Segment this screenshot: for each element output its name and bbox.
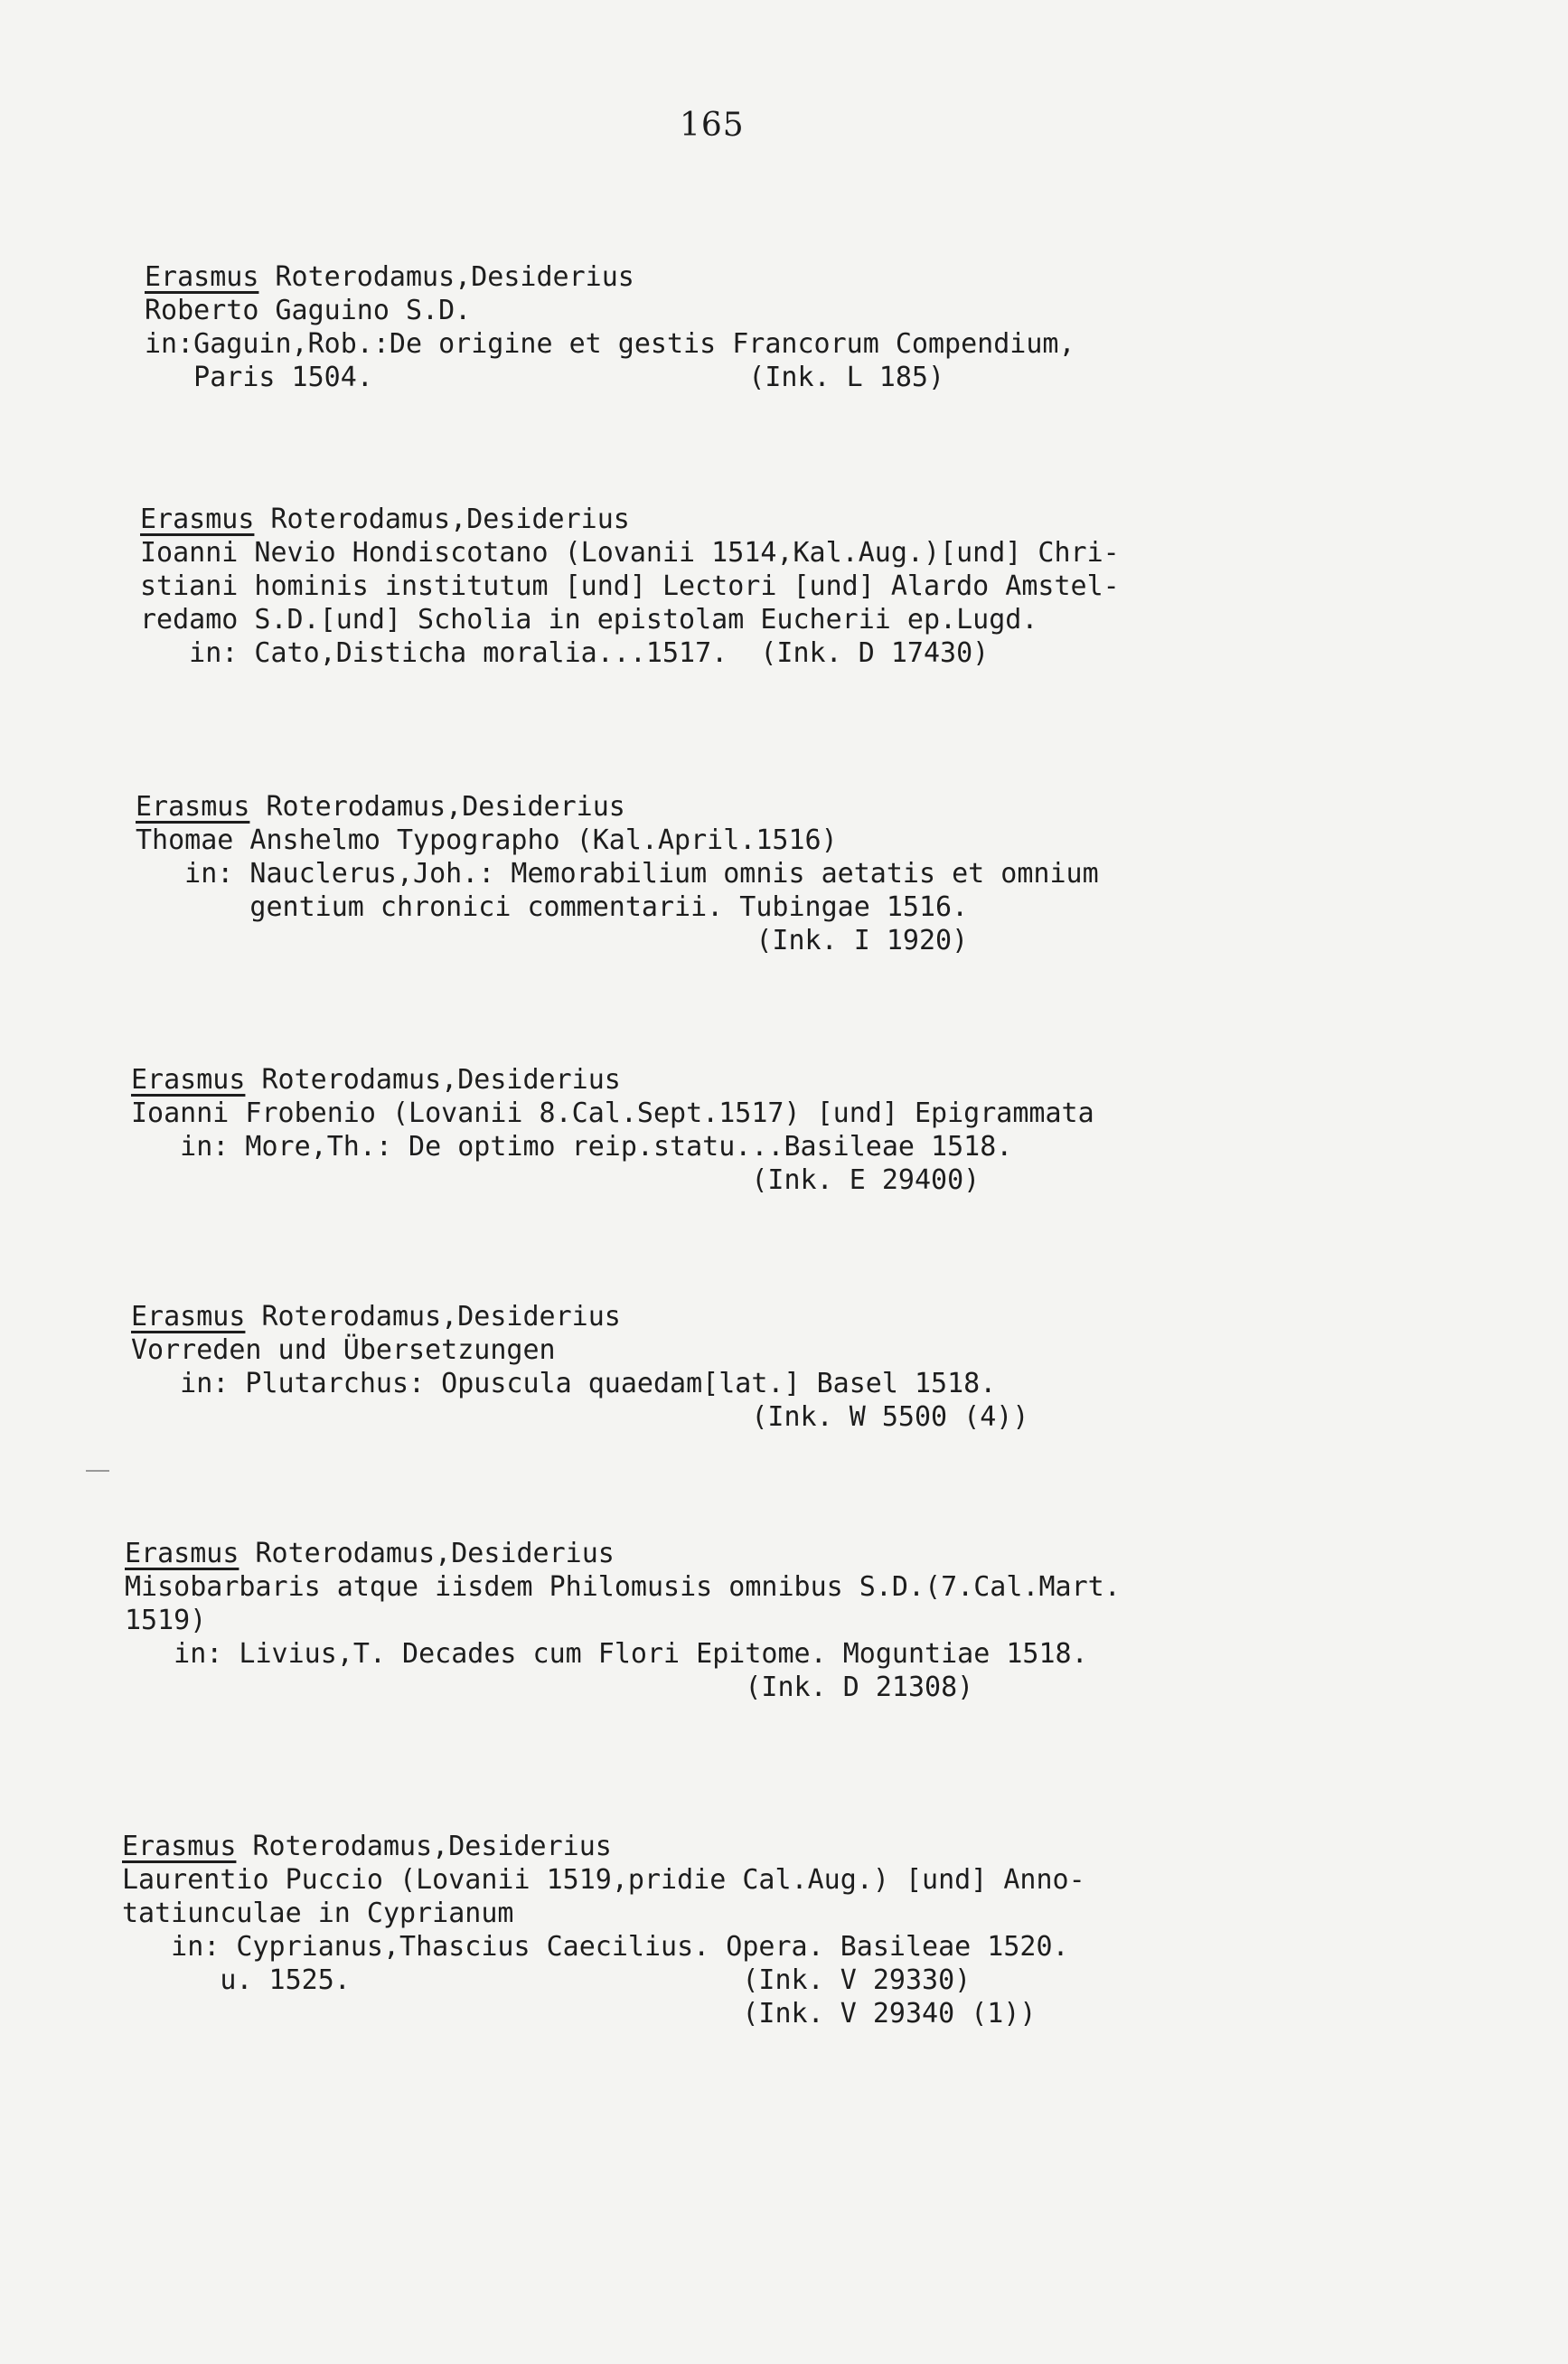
entry-line: Roberto Gaguino S.D.	[145, 295, 472, 326]
entry-line: (Ink. E 29400)	[131, 1164, 981, 1196]
heading-rest: Roterodamus,Desiderius	[245, 1301, 621, 1333]
heading-rest: Roterodamus,Desiderius	[236, 1831, 612, 1862]
heading-rest: Roterodamus,Desiderius	[249, 791, 625, 823]
heading	[136, 790, 1099, 824]
entry-line: stiani hominis institutum [und] Lectori [und] Alardo Amstel-	[140, 570, 1120, 602]
scan-mark	[86, 1470, 109, 1472]
entry-line: Thomae Anshelmo Typographo (Kal.April.1516)	[136, 824, 838, 856]
entry-line: in: More,Th.: De optimo reip.statu...Basileae 1518.	[131, 1131, 1013, 1163]
heading-surname: Erasmus	[145, 261, 259, 293]
entry-line: (Ink. V 29340 (1))	[122, 1998, 1037, 2030]
entry-line: in: Plutarchus: Opuscula quaedam[lat.] Basel 1518.	[131, 1368, 997, 1399]
entry-line: in: Nauclerus,Joh.: Memorabilium omnis aetatis et omnium	[136, 858, 1099, 890]
catalog-entry	[131, 1300, 1028, 1434]
heading-surname: Erasmus	[131, 1064, 246, 1096]
catalog-entry	[145, 260, 1075, 394]
entry-line: (Ink. I 1920)	[136, 925, 969, 956]
page-number: 165	[680, 107, 745, 144]
catalog-entry	[122, 1830, 1085, 2030]
entry-line: in: Cato,Disticha moralia...1517. (Ink. D 17430)	[140, 637, 990, 669]
heading-surname: Erasmus	[122, 1831, 237, 1862]
entry-line: Vorreden und Übersetzungen	[131, 1334, 556, 1366]
heading-rest: Roterodamus,Desiderius	[239, 1538, 615, 1569]
heading	[122, 1830, 1085, 1863]
heading-rest: Roterodamus,Desiderius	[258, 261, 634, 293]
heading-rest: Roterodamus,Desiderius	[254, 504, 630, 535]
heading-surname: Erasmus	[131, 1301, 246, 1333]
catalog-entry	[125, 1537, 1121, 1704]
entry-line: in:Gaguin,Rob.:De origine et gestis Francorum Compendium,	[145, 328, 1075, 360]
entry-line: Ioanni Frobenio (Lovanii 8.Cal.Sept.1517) [und] Epigrammata	[131, 1097, 1094, 1129]
catalog-entry	[131, 1063, 1094, 1197]
heading-surname: Erasmus	[125, 1538, 239, 1569]
catalog-entry	[140, 503, 1120, 670]
entry-line: tatiunculae in Cyprianum	[122, 1898, 514, 1929]
entry-line: Paris 1504. (Ink. L 185)	[145, 362, 945, 393]
entry-line: redamo S.D.[und] Scholia in epistolam Eucherii ep.Lugd.	[140, 604, 1038, 636]
entry-line: Misobarbaris atque iisdem Philomusis omnibus S.D.(7.Cal.Mart.	[125, 1571, 1121, 1603]
heading-surname: Erasmus	[136, 791, 250, 823]
entry-line: (Ink. W 5500 (4))	[131, 1401, 1029, 1433]
heading	[131, 1063, 1094, 1097]
heading	[125, 1537, 1121, 1570]
entry-line: in: Livius,T. Decades cum Flori Epitome. Moguntiae 1518.	[125, 1638, 1088, 1670]
heading	[140, 503, 1120, 536]
heading-surname: Erasmus	[140, 504, 255, 535]
entry-line: (Ink. D 21308)	[125, 1672, 974, 1703]
entry-line: gentium chronici commentarii. Tubingae 1516.	[136, 891, 969, 923]
entry-line: in: Cyprianus,Thascius Caecilius. Opera. Basileae 1520.	[122, 1931, 1069, 1963]
entry-line: u. 1525. (Ink. V 29330)	[122, 1964, 972, 1996]
catalog-entry	[136, 790, 1099, 957]
heading-rest: Roterodamus,Desiderius	[245, 1064, 621, 1096]
entry-line: Ioanni Nevio Hondiscotano (Lovanii 1514,Kal.Aug.)[und] Chri-	[140, 537, 1120, 569]
entry-line: Laurentio Puccio (Lovanii 1519,pridie Cal.Aug.) [und] Anno-	[122, 1864, 1085, 1896]
entry-line: 1519)	[125, 1605, 207, 1636]
heading	[145, 260, 1075, 294]
heading	[131, 1300, 1028, 1333]
